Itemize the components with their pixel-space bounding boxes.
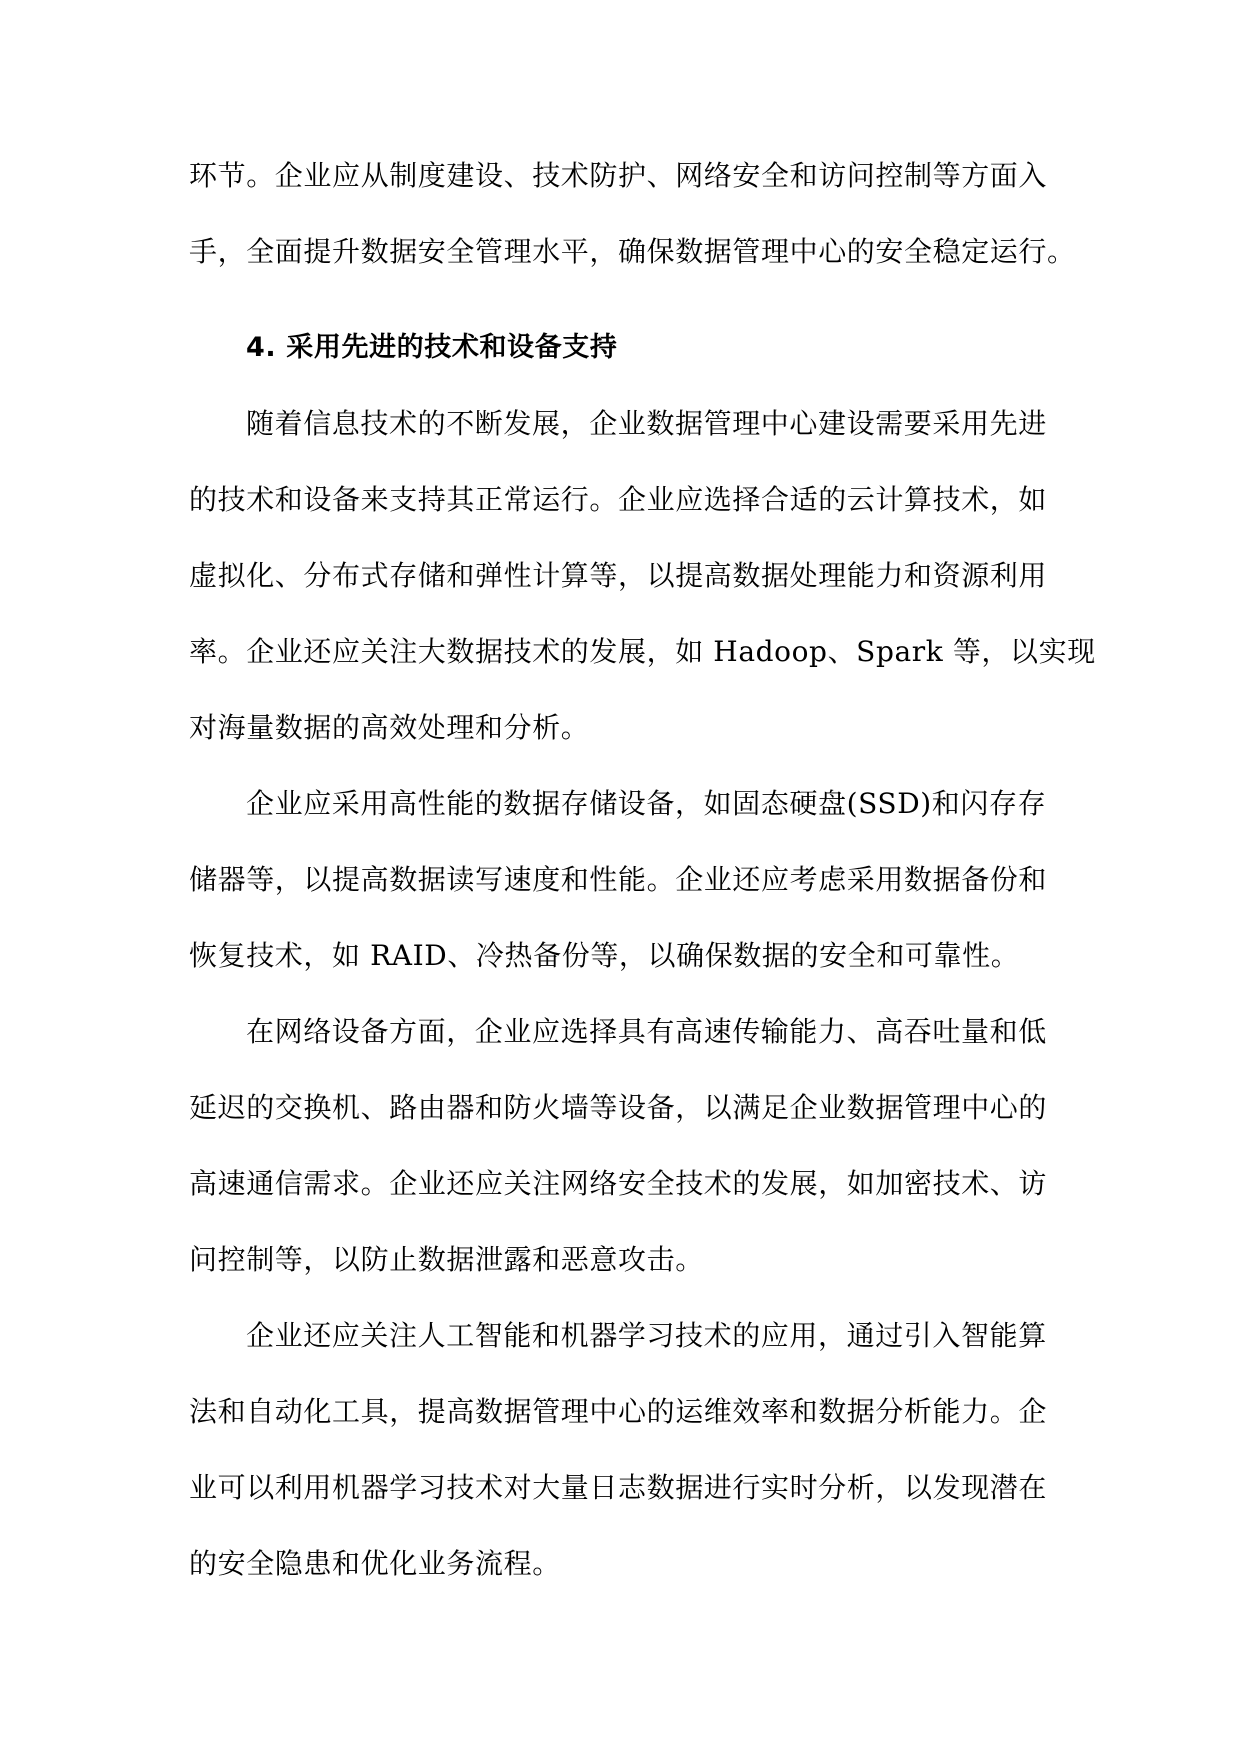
text-line: 虚拟化、分布式存储和弹性计算等，以提高数据处理能力和资源利用	[189, 559, 1048, 592]
intro-paragraph	[189, 138, 1076, 290]
text-line: 企业还应关注人工智能和机器学习技术的应用，通过引入智能算	[246, 1319, 1047, 1352]
text-line: 高速通信需求。企业还应关注网络安全技术的发展，如加密技术、访	[189, 1167, 1048, 1200]
paragraph-1	[189, 386, 1096, 766]
text-line: 环节。企业应从制度建设、技术防护、网络安全和访问控制等方面入	[189, 159, 1048, 192]
text-line: 企业应采用高性能的数据存储设备，如固态硬盘(SSD)和闪存存	[246, 787, 1047, 820]
text-line: 的技术和设备来支持其正常运行。企业应选择合适的云计算技术，如	[189, 483, 1048, 516]
text-line: 手，全面提升数据安全管理水平，确保数据管理中心的安全稳定运行。	[189, 235, 1076, 268]
text-line: 随着信息技术的不断发展，企业数据管理中心建设需要采用先进	[246, 407, 1047, 440]
paragraph-2	[189, 766, 1053, 994]
text-line: 恢复技术，如 RAID、冷热备份等，以确保数据的安全和可靠性。	[189, 939, 1020, 972]
paragraph-4	[189, 1298, 1053, 1602]
text-line: 问控制等，以防止数据泄露和恶意攻击。	[189, 1243, 704, 1276]
text-line: 在网络设备方面，企业应选择具有高速传输能力、高吞吐量和低	[246, 1015, 1047, 1048]
section-heading: 4. 采用先进的技术和设备支持	[246, 332, 618, 363]
text-line: 业可以利用机器学习技术对大量日志数据进行实时分析，以发现潜在	[189, 1471, 1048, 1504]
text-line: 储器等，以提高数据读写速度和性能。企业还应考虑采用数据备份和	[189, 863, 1048, 896]
text-line: 延迟的交换机、路由器和防火墙等设备，以满足企业数据管理中心的	[189, 1091, 1048, 1124]
paragraph-3	[189, 994, 1053, 1298]
text-line: 的安全隐患和优化业务流程。	[189, 1547, 561, 1580]
text-line: 率。企业还应关注大数据技术的发展，如 Hadoop、Spark 等，以实现	[189, 635, 1096, 668]
document-page	[189, 138, 1096, 1602]
text-line: 法和自动化工具，提高数据管理中心的运维效率和数据分析能力。企	[189, 1395, 1048, 1428]
text-line: 对海量数据的高效处理和分析。	[189, 711, 590, 744]
